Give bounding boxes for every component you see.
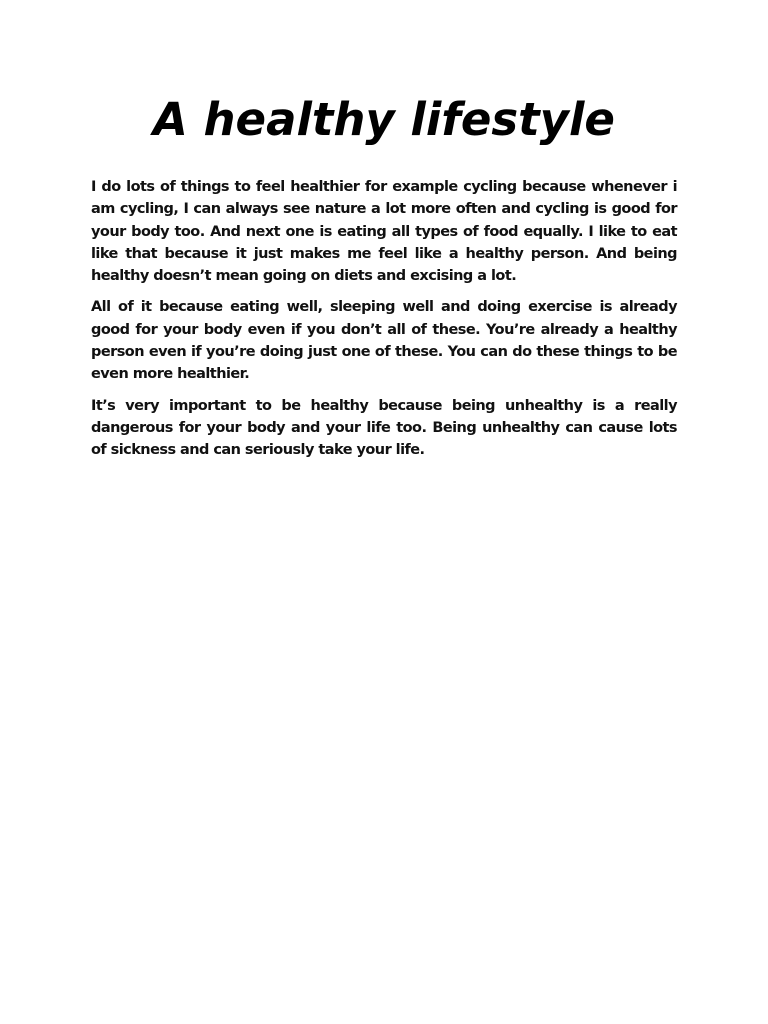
document-body	[91, 176, 677, 471]
document-title: A healthy lifestyle	[153, 93, 615, 146]
paragraph-2: All of it because eating well, sleeping well and doing exercise is already good for your body even if you don’t all of these. You’re already a healthy person even if you’re doing just one of these. You can do these things to be even more healthier.	[91, 299, 677, 383]
paragraph-1: I do lots of things to feel healthier for example cycling because whenever i am cycling, I can always see nature a lot more often and cycling is good for your body too. And next one is eating all types of food equally. I like to eat like that because it just makes me feel like a healthy person. And being healthy doesn’t mean going on diets and excising a lot.	[91, 179, 677, 285]
paragraph-3: It’s very important to be healthy because being unhealthy is a really dangerous for your body and your life too. Being unhealthy can cause lots of sickness and can seriously take your life.	[91, 397, 677, 459]
